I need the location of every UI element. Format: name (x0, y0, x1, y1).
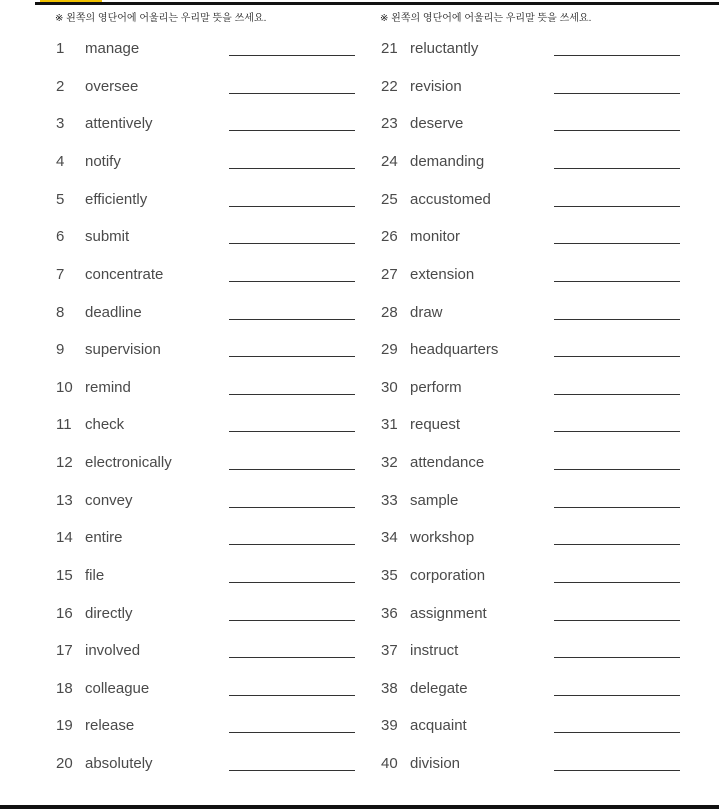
vocab-row (381, 369, 681, 407)
vocab-row (56, 519, 356, 557)
answer-blank (229, 55, 355, 56)
vocab-word: notify (85, 153, 121, 171)
vocab-word: workshop (410, 529, 475, 547)
instruction-left: ※ 왼쪽의 영단어에 어울리는 우리말 뜻을 쓰세요. (55, 13, 267, 24)
bottom-rule (0, 805, 719, 809)
answer-blank (229, 93, 355, 94)
vocab-word: sample (410, 491, 459, 509)
vocab-row (56, 218, 356, 256)
answer-blank (229, 469, 355, 470)
vocab-row (56, 444, 356, 482)
vocab-word: deserve (410, 115, 464, 133)
vocab-row (381, 105, 681, 143)
answer-blank (229, 695, 355, 696)
item-number: 28 (381, 303, 398, 321)
answer-blank (554, 582, 680, 583)
item-number: 8 (56, 303, 65, 321)
answer-blank (229, 620, 355, 621)
vocab-word: directly (85, 604, 133, 622)
vocab-word: supervision (85, 341, 161, 359)
item-number: 39 (381, 717, 398, 735)
item-number: 2 (56, 77, 65, 95)
vocab-word: demanding (410, 153, 485, 171)
vocab-row (381, 218, 681, 256)
item-number: 16 (56, 604, 73, 622)
vocab-word: remind (85, 378, 131, 396)
vocab-word: headquarters (410, 341, 499, 359)
answer-blank (229, 507, 355, 508)
vocab-word: attendance (410, 454, 485, 472)
vocab-word: oversee (85, 77, 139, 95)
vocab-row (381, 632, 681, 670)
answer-blank (229, 319, 355, 320)
vocab-row (56, 595, 356, 633)
answer-blank (554, 206, 680, 207)
answer-blank (554, 657, 680, 658)
vocab-row (56, 331, 356, 369)
item-number: 11 (56, 416, 72, 434)
vocab-row (56, 482, 356, 520)
vocab-word: division (410, 755, 461, 773)
vocab-row (56, 105, 356, 143)
answer-blank (554, 55, 680, 56)
item-number: 20 (56, 755, 73, 773)
vocab-row (381, 707, 681, 745)
answer-blank (229, 770, 355, 771)
vocab-row (381, 482, 681, 520)
answer-blank (229, 732, 355, 733)
vocab-row (381, 143, 681, 181)
answer-blank (554, 507, 680, 508)
item-number: 1 (56, 40, 65, 58)
vocab-row (56, 707, 356, 745)
item-number: 30 (381, 378, 398, 396)
vocab-word: corporation (410, 566, 486, 584)
vocab-row (381, 595, 681, 633)
item-number: 14 (56, 529, 73, 547)
vocab-word: file (85, 566, 105, 584)
answer-blank (554, 695, 680, 696)
vocab-row (56, 294, 356, 332)
item-number: 27 (381, 265, 398, 283)
item-number: 19 (56, 717, 73, 735)
item-number: 31 (381, 416, 398, 434)
vocab-row (381, 30, 681, 68)
vocab-word: electronically (85, 454, 172, 472)
item-number: 15 (56, 566, 73, 584)
vocab-word: deadline (85, 303, 142, 321)
item-number: 17 (56, 642, 73, 660)
vocab-row (381, 519, 681, 557)
item-number: 13 (56, 491, 73, 509)
vocab-word: draw (410, 303, 443, 321)
answer-blank (229, 206, 355, 207)
answer-blank (554, 770, 680, 771)
item-number: 36 (381, 604, 398, 622)
item-number: 10 (56, 378, 73, 396)
item-number: 18 (56, 679, 73, 697)
vocab-word: extension (410, 265, 475, 283)
vocab-word: delegate (410, 679, 468, 697)
instruction-right: ※ 왼쪽의 영단어에 어울리는 우리말 뜻을 쓰세요. (380, 13, 592, 24)
vocab-row (381, 256, 681, 294)
vocab-row (381, 181, 681, 219)
vocab-word: entire (85, 529, 123, 547)
answer-blank (229, 281, 355, 282)
vocab-row (56, 68, 356, 106)
answer-blank (229, 168, 355, 169)
vocab-word: involved (85, 642, 141, 660)
vocab-word: check (85, 416, 125, 434)
answer-blank (229, 130, 355, 131)
answer-blank (229, 582, 355, 583)
vocab-word: submit (85, 228, 130, 246)
vocab-word: assignment (410, 604, 487, 622)
answer-blank (554, 431, 680, 432)
answer-blank (554, 544, 680, 545)
item-number: 6 (56, 228, 65, 246)
item-number: 25 (381, 190, 398, 208)
vocab-row (381, 557, 681, 595)
answer-blank (554, 243, 680, 244)
answer-blank (229, 394, 355, 395)
vocab-word: absolutely (85, 755, 153, 773)
answer-blank (554, 356, 680, 357)
vocab-row (56, 30, 356, 68)
item-number: 26 (381, 228, 398, 246)
vocab-word: acquaint (410, 717, 467, 735)
item-number: 21 (381, 40, 398, 58)
item-number: 5 (56, 190, 65, 208)
answer-blank (229, 544, 355, 545)
top-rule (35, 2, 719, 5)
item-number: 40 (381, 755, 398, 773)
item-number: 7 (56, 265, 65, 283)
vocab-row (56, 256, 356, 294)
item-number: 38 (381, 679, 398, 697)
item-number: 12 (56, 454, 73, 472)
item-number: 29 (381, 341, 398, 359)
vocab-word: efficiently (85, 190, 148, 208)
vocab-word: request (410, 416, 461, 434)
item-number: 9 (56, 341, 65, 359)
vocab-row (381, 68, 681, 106)
answer-blank (229, 657, 355, 658)
vocab-word: manage (85, 40, 140, 58)
vocab-row (381, 331, 681, 369)
vocab-row (56, 143, 356, 181)
vocab-row (56, 181, 356, 219)
vocab-row (56, 632, 356, 670)
item-number: 24 (381, 153, 398, 171)
vocab-word: release (85, 717, 135, 735)
vocab-word: accustomed (410, 190, 491, 208)
vocab-row (381, 670, 681, 708)
answer-blank (554, 469, 680, 470)
vocab-row (381, 745, 681, 783)
vocab-row (56, 406, 356, 444)
item-number: 3 (56, 115, 65, 133)
vocab-word: instruct (410, 642, 459, 660)
vocab-row (381, 406, 681, 444)
vocab-word: concentrate (85, 265, 164, 283)
vocab-word: convey (85, 491, 133, 509)
vocab-row (381, 294, 681, 332)
vocab-row (56, 745, 356, 783)
vocab-row (56, 557, 356, 595)
answer-blank (554, 130, 680, 131)
vocab-word: attentively (85, 115, 153, 133)
answer-blank (554, 281, 680, 282)
vocab-word: reluctantly (410, 40, 479, 58)
vocab-row (56, 369, 356, 407)
answer-blank (554, 319, 680, 320)
item-number: 4 (56, 153, 65, 171)
vocab-word: revision (410, 77, 462, 95)
vocab-word: monitor (410, 228, 461, 246)
item-number: 33 (381, 491, 398, 509)
item-number: 34 (381, 529, 398, 547)
item-number: 32 (381, 454, 398, 472)
vocab-row (56, 670, 356, 708)
answer-blank (554, 93, 680, 94)
answer-blank (229, 356, 355, 357)
answer-blank (554, 394, 680, 395)
word-column (56, 30, 356, 783)
answer-blank (554, 732, 680, 733)
item-number: 22 (381, 77, 398, 95)
answer-blank (229, 431, 355, 432)
item-number: 37 (381, 642, 398, 660)
vocab-word: colleague (85, 679, 150, 697)
answer-blank (554, 620, 680, 621)
word-column (381, 30, 681, 783)
vocab-row (381, 444, 681, 482)
answer-blank (554, 168, 680, 169)
item-number: 35 (381, 566, 398, 584)
answer-blank (229, 243, 355, 244)
vocab-word: perform (410, 378, 462, 396)
item-number: 23 (381, 115, 398, 133)
